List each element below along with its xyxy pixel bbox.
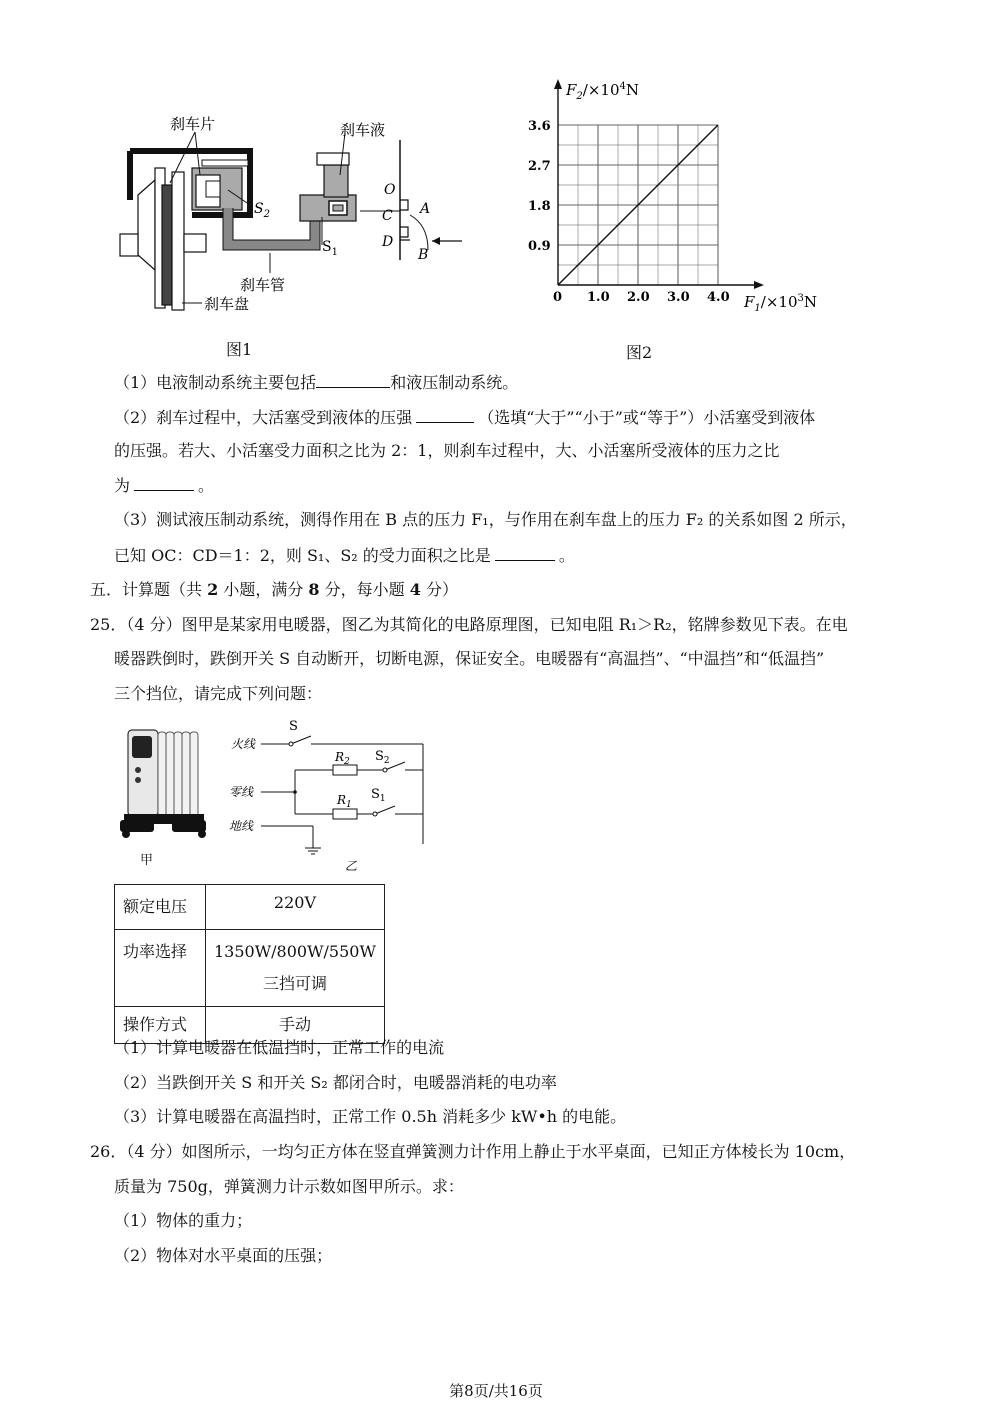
- heater-caption: 甲: [140, 853, 154, 868]
- chart-ylabel-n: N: [625, 81, 640, 99]
- q26-sub1: （1）物体的重力；: [114, 1211, 253, 1230]
- page-footer: 第8页/共16页: [449, 1382, 543, 1400]
- chart-ylabel-sub: 2: [576, 91, 583, 102]
- circuit-label-r1-sub: 1: [346, 800, 352, 810]
- label-brake-fluid: 刹车液: [340, 121, 386, 139]
- q25-line2: 暖器跌倒时，跌倒开关 S 自动断开，切断电源，保证安全。电暖器有“高温挡”、“中温挡”和“低温挡”: [114, 649, 825, 668]
- q24-blank-4[interactable]: [495, 544, 555, 561]
- chart-xlabel-unit: /×10: [760, 293, 798, 311]
- chart-y-tick-label: 3.6: [528, 119, 551, 134]
- figure-2-caption: 图2: [626, 343, 653, 362]
- label-b: B: [418, 247, 429, 263]
- circuit-caption: 乙: [345, 859, 358, 872]
- q24-part2-line1: （2）刹车过程中，大活塞受到液体的压强 （选填“大于”“小于”或“等于”）小活塞受到液体: [114, 408, 816, 427]
- chart-xlabel-exp: 3: [797, 293, 804, 304]
- table-value: 220V: [206, 885, 385, 930]
- q25-line3: 三个挡位，请完成下列问题：: [114, 684, 323, 703]
- chart-xlabel-n: N: [803, 293, 818, 311]
- chart-x-tick-label: 1.0: [587, 290, 610, 305]
- svg-text:S2: [254, 201, 270, 220]
- q26-line1: 26．（4 分）如图所示，一均匀正方体在竖直弹簧测力计作用上静止于水平桌面，已知正方体棱长为 10cm，: [90, 1142, 856, 1161]
- svg-text:R2: [334, 750, 350, 767]
- section-5-heading: 五．计算题（共 2 小题，满分 8 分，每小题 4 分）: [90, 580, 458, 599]
- q24-blank-2[interactable]: [416, 406, 474, 423]
- table-key: 额定电压: [115, 885, 206, 930]
- label-brake-disc: 刹车盘: [204, 295, 250, 313]
- circuit-diagram: [225, 712, 435, 872]
- circuit-label-s1-sub: 1: [379, 794, 386, 804]
- table-key: 功率选择: [115, 930, 206, 1007]
- label-s2-sub: 2: [263, 209, 270, 220]
- table-value: 手动: [206, 1007, 385, 1044]
- q24-part1: （1）电液制动系统主要包括 和液压制动系统。: [114, 373, 519, 392]
- q25-sub1: （1）计算电暖器在低温挡时，正常工作的电流: [114, 1038, 445, 1057]
- chart-xlabel-sub: 1: [754, 303, 761, 314]
- table-row: [115, 930, 385, 1007]
- chart-x-tick-label: 3.0: [667, 290, 690, 305]
- label-d: D: [382, 234, 394, 250]
- circuit-label-s2: S: [375, 749, 384, 764]
- q24-part3-line2: 已知 OC：CD＝1：2，则 S₁、S₂ 的受力面积之比是 。: [114, 546, 575, 565]
- chart-x-tick-label: 4.0: [707, 290, 730, 305]
- q24-part2-line2: 的压强。若大、小活塞受力面积之比为 2：1，则刹车过程中，大、小活塞所受液体的压力之比: [114, 441, 780, 460]
- circuit-label-r2: R: [335, 750, 345, 764]
- q24-blank-1[interactable]: [316, 371, 390, 388]
- label-brake-pad: 刹车片: [170, 115, 216, 133]
- svg-text:S1: [322, 239, 338, 258]
- chart-y-tick-label: 0.9: [528, 239, 551, 254]
- table-value: 1350W/800W/550W 三挡可调: [206, 930, 385, 1007]
- label-s2: S: [254, 201, 264, 217]
- q25-line1: 25．（4 分）图甲是某家用电暖器，图乙为其简化的电路原理图，已知电阻 R₁＞R₂，铭牌参数见下表。在电: [90, 615, 848, 634]
- figure-1-brake-diagram: [110, 105, 480, 355]
- circuit-label-neutral: 零线: [229, 785, 254, 799]
- chart-x-axis-arrow: [754, 281, 764, 289]
- chart-y-tick-label: 2.7: [528, 159, 551, 174]
- chart-origin: 0: [553, 290, 563, 305]
- spec-table: [114, 884, 385, 1044]
- label-s1: S: [322, 239, 332, 255]
- svg-text:F2/×104N: [565, 81, 639, 102]
- circuit-label-r2-sub: 2: [344, 757, 350, 767]
- q25-sub3: （3）计算电暖器在高温挡时，正常工作 0.5h 消耗多少 kW•h 的电能。: [114, 1107, 627, 1126]
- q26-sub2: （2）物体对水平桌面的压强；: [114, 1246, 333, 1265]
- q24-blank-3[interactable]: [134, 474, 194, 491]
- q24-part2-line3: 为 。: [114, 476, 215, 495]
- label-c: C: [382, 208, 393, 224]
- circuit-label-r1: R: [337, 793, 347, 807]
- circuit-label-s1: S: [371, 787, 380, 802]
- circuit-label-live: 火线: [231, 737, 256, 751]
- heater-image: [114, 722, 214, 847]
- chart-ylabel-unit: /×10: [582, 81, 620, 99]
- chart-y-axis-arrow: [554, 79, 562, 89]
- table-row: [115, 885, 385, 930]
- chart-xlabel: F: [744, 293, 755, 311]
- label-a: A: [420, 201, 431, 217]
- chart-ylabel-exp: 4: [619, 81, 626, 92]
- figure-1-caption: 图1: [226, 340, 253, 359]
- label-brake-pipe: 刹车管: [240, 276, 286, 294]
- svg-text:R1: [336, 793, 352, 810]
- q26-line2: 质量为 750g，弹簧测力计示数如图甲所示。求：: [114, 1177, 464, 1196]
- table-key: 操作方式: [115, 1007, 206, 1044]
- chart-y-tick-label: 1.8: [528, 199, 551, 214]
- chart-ylabel: F: [566, 81, 577, 99]
- label-s1-sub: 1: [331, 247, 338, 258]
- circuit-label-ground: 地线: [229, 819, 254, 833]
- circuit-label-s2-sub: 2: [383, 756, 390, 766]
- svg-text:S1: [371, 787, 386, 804]
- figure-2-chart: [520, 75, 830, 325]
- q24-part3-line1: （3）测试液压制动系统，测得作用在 B 点的压力 F₁，与作用在刹车盘上的压力 F₂ 的关系如图 2 所示，: [114, 510, 857, 529]
- svg-text:F1/×103N: [743, 293, 817, 314]
- label-o: O: [384, 182, 396, 198]
- circuit-label-s: S: [289, 719, 298, 734]
- svg-text:S2: [375, 749, 390, 766]
- chart-x-tick-label: 2.0: [627, 290, 650, 305]
- q25-sub2: （2）当跌倒开关 S 和开关 S₂ 都闭合时，电暖器消耗的电功率: [114, 1073, 557, 1092]
